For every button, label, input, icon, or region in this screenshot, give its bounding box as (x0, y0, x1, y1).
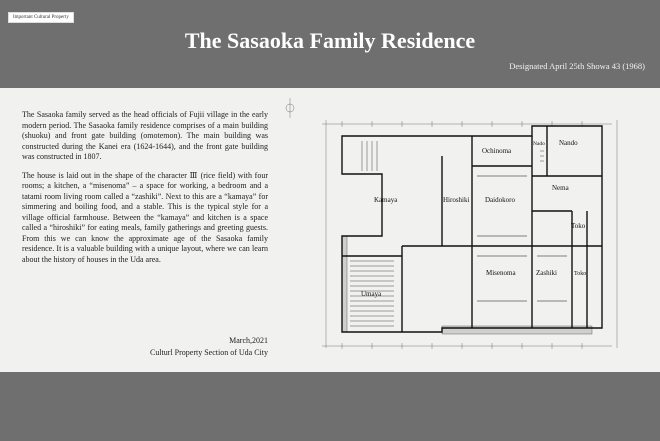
footer-band (0, 372, 660, 441)
description-text (22, 110, 268, 273)
designation-date: Designated April 25th Showa 43 (1968) (509, 61, 645, 71)
important-property-badge: Important Cultural Property (8, 12, 74, 23)
floor-plan (282, 96, 652, 368)
room-misenoma: Misenoma (486, 269, 516, 277)
description-paragraph-1: The Sasaoka family served as the head officials of Fujii village in the early modern period. The Sasaoka family residence comprises of a main building (shuoku) and front gate building (omotemon). The main building was constructed during the Kanei era (1624-1644), and the front gate building was constructed in 1807. (22, 110, 268, 161)
room-nado: Nado (533, 141, 545, 147)
signature-author: Culturl Property Section of Uda City (150, 348, 268, 357)
room-ochinoma: Ochinoma (482, 147, 512, 155)
room-toko-2: Toko (574, 271, 587, 277)
room-kamaya: Kamaya (374, 196, 398, 204)
signature-date: March,2021 (229, 336, 268, 345)
room-zashiki: Zashiki (536, 269, 557, 277)
header-band (0, 0, 660, 88)
room-nando: Nando (559, 139, 578, 147)
page-title: The Sasaoka Family Residence (184, 28, 476, 53)
room-umaya: Umaya (361, 290, 382, 298)
room-toko-1: Toko (571, 222, 586, 230)
room-hiroshiki: Hiroshiki (443, 196, 470, 204)
description-paragraph-2: The house is laid out in the shape of the character Ⅲ (rice field) with four rooms; a kitchen, a “misenoma” – a space for working, a bedroom and a tatami room living room called a “zashiki”. Next to this are a “kamaya” for simmering and boiling food, and a stable. This is the typical style for a village official farmhouse. Between the “kamaya” and kitchen is a space called a “hiroshiki” for eating meals, family gatherings and greeting guests. From this we can know the approximate age of the Sasaoka family residence. It is a valuable building with a unique layout, where we can learn about the history of houses in the Uda area. (22, 170, 268, 264)
room-nema: Nema (552, 184, 569, 192)
room-daidokoro: Daidokoro (485, 196, 515, 204)
